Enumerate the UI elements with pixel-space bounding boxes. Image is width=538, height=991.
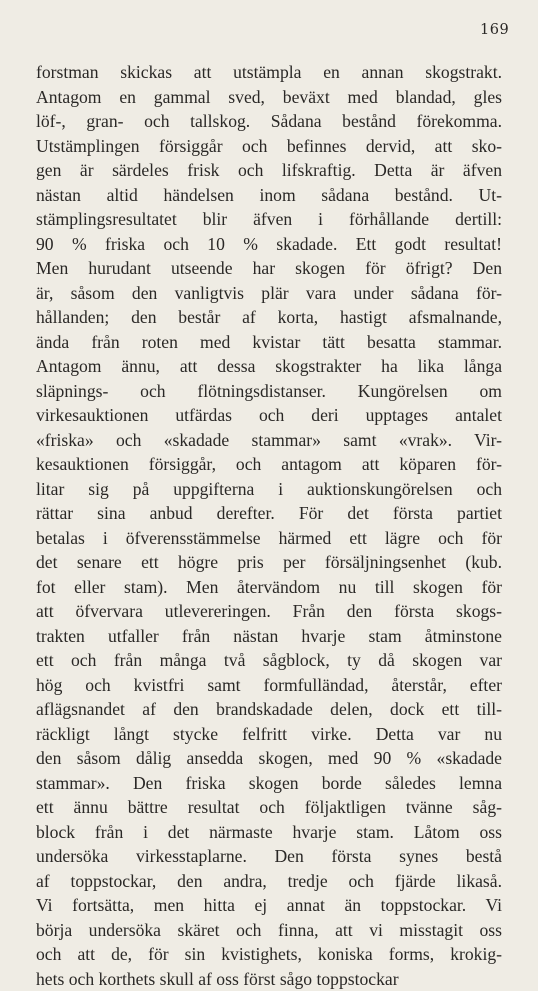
text-line: räckligt långt stycke felfritt virke. Detta var nu	[36, 722, 502, 747]
text-line: Men hurudant utseende har skogen för öfrigt? Den	[36, 256, 502, 281]
text-line: Utstämplingen försiggår och befinnes dervid, att sko-	[36, 134, 502, 159]
text-line: Antagom en gammal sved, beväxt med blandad, gles	[36, 85, 502, 110]
text-line: börja undersöka skäret och finna, att vi misstagit oss	[36, 918, 502, 943]
text-line: löf-, gran- och tallskog. Sådana bestånd förekomma.	[36, 109, 502, 134]
text-line: forstman skickas att utstämpla en annan skogstrakt.	[36, 60, 502, 85]
text-line: kesauktionen försiggår, och antagom att köparen för-	[36, 452, 502, 477]
text-line: stämplingsresultatet blir äfven i förhållande dertill:	[36, 207, 502, 232]
text-line: fot eller stam). Men återvändom nu till skogen för	[36, 575, 502, 600]
text-line: aflägsnandet af den brandskadade delen, dock ett till-	[36, 697, 502, 722]
text-line: litar sig på uppgifterna i auktionskungörelsen och	[36, 477, 502, 502]
text-line: «friska» och «skadade stammar» samt «vrak». Vir-	[36, 428, 502, 453]
text-line: Antagom ännu, att dessa skogstrakter ha lika långa	[36, 354, 502, 379]
text-line: stammar». Den friska skogen borde således lemna	[36, 771, 502, 796]
text-line: betalas i öfverensstämmelse härmed ett lägre och för	[36, 526, 502, 551]
text-line: släpnings- och flötningsdistanser. Kungörelsen om	[36, 379, 502, 404]
text-line: gen är särdeles frisk och lifskraftig. Detta är äfven	[36, 158, 502, 183]
text-line: är, såsom den vanligtvis plär vara under sådana för-	[36, 281, 502, 306]
text-line: hög och kvistfri samt formfulländad, återstår, efter	[36, 673, 502, 698]
text-line: ett ännu bättre resultat och följaktligen tvänne såg-	[36, 795, 502, 820]
text-line: Vi fortsätta, men hitta ej annat än toppstockar. Vi	[36, 893, 502, 918]
text-line: hållanden; den består af korta, hastigt afsmalnande,	[36, 305, 502, 330]
text-line: af toppstockar, den andra, tredje och fjärde likaså.	[36, 869, 502, 894]
text-line: trakten utfaller från nästan hvarje stam åtminstone	[36, 624, 502, 649]
page-number: 169	[480, 22, 509, 38]
text-line: den såsom dålig ansedda skogen, med 90 % «skadade	[36, 746, 502, 771]
text-line: och att de, för sin kvistighets, koniska forms, krokig-	[36, 942, 502, 967]
text-line: nästan altid händelsen inom sådana bestånd. Ut-	[36, 183, 502, 208]
text-line: rättar sina anbud derefter. För det första partiet	[36, 501, 502, 526]
text-line: ett och från många två sågblock, ty då skogen var	[36, 648, 502, 673]
text-line: virkesauktionen utfärdas och deri upptages antalet	[36, 403, 502, 428]
text-line: block från i det närmaste hvarje stam. Låtom oss	[36, 820, 502, 845]
body-text	[36, 60, 502, 991]
text-line: hets och korthets skull af oss först sågo toppstockar	[36, 967, 502, 991]
text-line: det senare ett högre pris per försäljningsenhet (kub.	[36, 550, 502, 575]
text-line: 90 % friska och 10 % skadade. Ett godt resultat!	[36, 232, 502, 257]
text-line: undersöka virkesstaplarne. Den första synes bestå	[36, 844, 502, 869]
text-line: att öfvervara utlevereringen. Från den första skogs-	[36, 599, 502, 624]
text-line: ända från roten med kvistar tätt besatta stammar.	[36, 330, 502, 355]
